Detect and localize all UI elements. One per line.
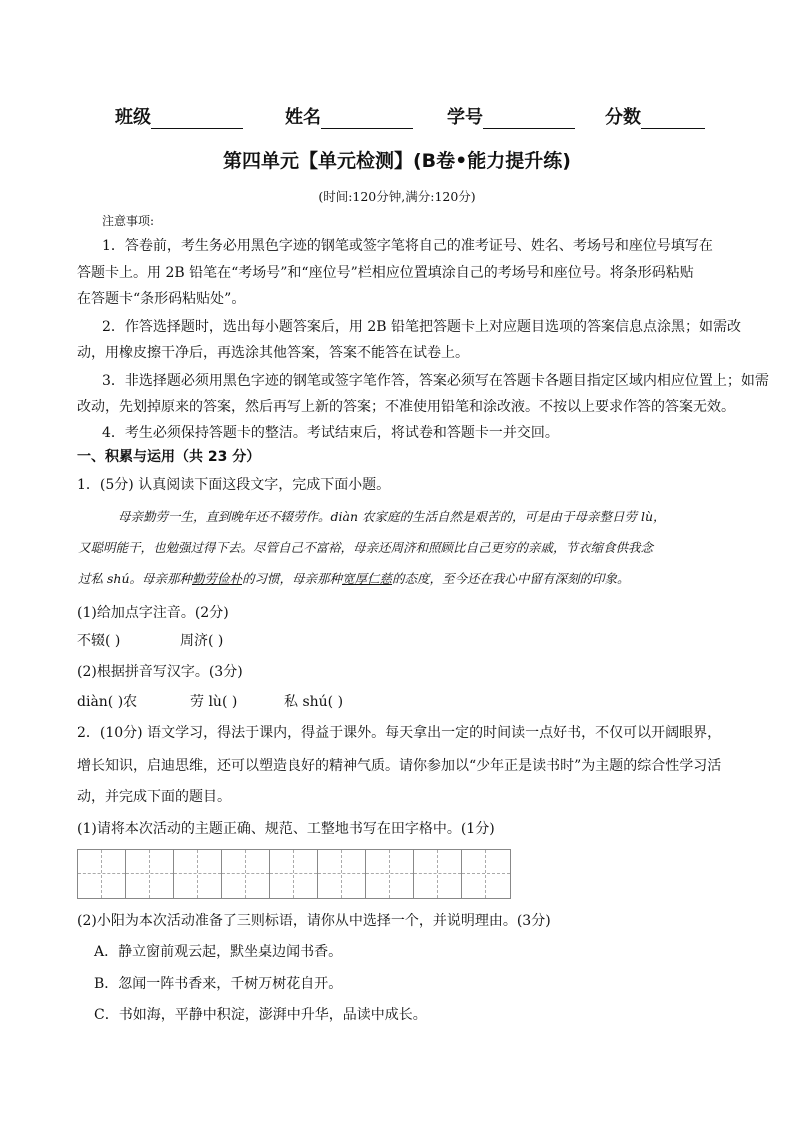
grid-cell[interactable] <box>462 850 510 898</box>
note-2-line-2: 动，用橡皮擦干净后，再选涂其他答案，答案不能答在试卷上。 <box>77 345 469 361</box>
passage-line-1: 母亲勤劳一生，直到晚年还不辍劳作。diàn 农家庭的生活自然是艰苦的，可是由于母亲整日劳 lù， <box>118 509 666 524</box>
student-number-label: 学号 <box>447 107 483 128</box>
page-subtitle: (时间:120分钟,满分:120分) <box>318 189 476 204</box>
note-1-line-2: 答题卡上。用 2B 铅笔在“考场号”和“座位号”栏相应位置填涂自己的考场号和座位号。将条形码粘贴 <box>77 265 694 281</box>
passage-line-2: 又聪明能干，也勉强过得下去。尽管自己不富裕，母亲还周济和照顾比自己更穷的亲戚，节衣缩食供我念 <box>78 540 654 555</box>
q2-stem-line-3: 动，并完成下面的题目。 <box>77 789 231 805</box>
class-field <box>115 103 285 129</box>
student-info-header <box>115 103 715 129</box>
tian-zi-grid[interactable] <box>77 849 511 899</box>
passage-text: 过私 shú。母亲那种 <box>78 571 192 586</box>
class-label: 班级 <box>115 107 151 128</box>
grid-cell[interactable] <box>366 850 414 898</box>
student-number-blank[interactable] <box>483 108 575 129</box>
page-title: 第四单元【单元检测】(B卷•能力提升练) <box>223 150 571 172</box>
note-1-line-3: 在答题卡“条形码粘贴处”。 <box>77 291 246 307</box>
grid-cell[interactable] <box>414 850 462 898</box>
notes-heading: 注意事项: <box>102 214 155 228</box>
q1-sub2-answer-b[interactable]: 劳 lù( ) <box>190 694 238 710</box>
q2-option-c: C．书如海，平静中积淀，澎湃中升华，品读中成长。 <box>94 1007 427 1023</box>
score-blank[interactable] <box>641 108 705 129</box>
note-3-line-2: 改动，先划掉原来的答案，然后再写上新的答案；不准使用铅笔和涂改液。不按以上要求作答的答案无效。 <box>77 399 735 415</box>
name-blank[interactable] <box>321 108 413 129</box>
q1-stem: 1．(5分) 认真阅读下面这段文字，完成下面小题。 <box>77 477 391 493</box>
grid-cell[interactable] <box>270 850 318 898</box>
name-label: 姓名 <box>285 107 321 128</box>
name-field <box>285 103 447 129</box>
underlined-phrase: 宽厚仁慈 <box>342 571 393 586</box>
q1-passage <box>78 501 718 594</box>
grid-cell[interactable] <box>78 850 126 898</box>
q2-option-a: A．静立窗前观云起，默坐桌边闻书香。 <box>94 944 343 960</box>
q1-sub2-answer-a[interactable]: diàn( )农 <box>77 694 138 710</box>
q2-sub1-prompt: (1)请将本次活动的主题正确、规范、工整地书写在田字格中。(1分) <box>77 821 495 837</box>
q1-sub1-prompt: (1)给加点字注音。(2分) <box>77 605 229 621</box>
q1-sub2-answer-c[interactable]: 私 shú( ) <box>284 694 344 710</box>
student-number-field <box>447 103 605 129</box>
underlined-phrase: 勤劳俭朴 <box>192 571 243 586</box>
q2-sub2-prompt: (2)小阳为本次活动准备了三则标语，请你从中选择一个，并说明理由。(3分) <box>77 913 551 929</box>
class-blank[interactable] <box>151 108 243 129</box>
note-2-line-1: 2．作答选择题时，选出每小题答案后，用 2B 铅笔把答题卡上对应题目选项的答案信息点涂黑；如需改 <box>102 319 742 335</box>
grid-cell[interactable] <box>318 850 366 898</box>
q2-option-b: B．忽闻一阵书香来，千树万树花自开。 <box>94 976 343 992</box>
passage-text: 的习惯，母亲那种 <box>242 571 343 586</box>
passage-text: 的态度，至今还在我心中留有深刻的印象。 <box>392 571 630 586</box>
q2-stem-line-1: 2．(10分) 语文学习，得法于课内，得益于课外。每天拿出一定的时间读一点好书，不仅可以开阔眼界， <box>77 725 722 741</box>
score-field <box>605 103 705 129</box>
grid-cell[interactable] <box>126 850 174 898</box>
q1-sub1-answer-a[interactable]: 不辍( ) <box>77 633 121 649</box>
note-1-line-1: 1．答卷前，考生务必用黑色字迹的钢笔或签字笔将自己的准考证号、姓名、考场号和座位号填写在 <box>102 238 713 254</box>
q2-stem-line-2: 增长知识，启迪思维，还可以塑造良好的精神气质。请你参加以“少年正是读书时”为主题的综合性学习活 <box>77 758 722 774</box>
score-label: 分数 <box>605 107 641 128</box>
grid-cell[interactable] <box>222 850 270 898</box>
section-1-heading: 一、积累与运用（共 23 分） <box>77 449 261 465</box>
q1-sub1-answer-b[interactable]: 周济( ) <box>180 633 224 649</box>
note-3-line-1: 3．非选择题必须用黑色字迹的钢笔或签字笔作答，答案必须写在答题卡各题目指定区域内相应位置上；如需 <box>102 373 769 389</box>
q1-sub2-prompt: (2)根据拼音写汉字。(3分) <box>77 664 243 680</box>
passage-line-3 <box>78 563 718 594</box>
note-4: 4．考生必须保持答题卡的整洁。考试结束后，将试卷和答题卡一并交回。 <box>102 425 559 441</box>
grid-cell[interactable] <box>174 850 222 898</box>
